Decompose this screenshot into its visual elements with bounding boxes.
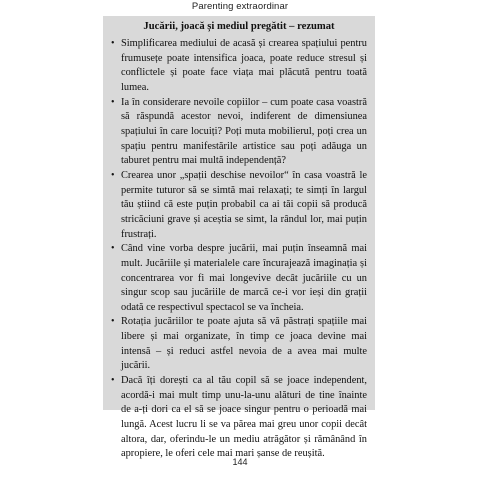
list-item — [111, 37, 367, 96]
bullet-dot-icon: • — [111, 96, 115, 108]
bullet-dot-icon: • — [111, 316, 115, 328]
list-item-text: Dacă îți dorești ca al tău copil să se joace independent, acordă-i mai mult timp unu-la-unu alături de tine înainte de a-ți dori ca el să se joace singur pentru o perioadă mai lungă. Acest lucru li se va părea mai greu unor copii decât altora, dar, oferindu-le un mediu atrăgător și rămânând în apropiere, le oferi cele mai mari șanse de reușită. — [121, 375, 367, 460]
bullet-dot-icon: • — [111, 169, 115, 181]
list-item — [111, 315, 367, 374]
list-item-text: Crearea unor „spații deschise nevoilor“ în casa voastră le permite tuturor să se simtă mai relaxați; te simți în largul tău știind că este puțin probabil ca ai tăi copii să producă stricăciuni grave și aceștia se simt, la rândul lor, mai puțin frustrați. — [121, 169, 367, 240]
bullet-dot-icon: • — [111, 243, 115, 255]
summary-title: Jucării, joacă și mediul pregătit – rezumat — [143, 21, 335, 32]
list-item — [111, 374, 367, 462]
summary-list — [111, 37, 367, 462]
list-item — [111, 242, 367, 315]
running-header: Parenting extraordinar — [191, 1, 289, 12]
list-item-text: Rotația jucăriilor te poate ajuta să vă păstrați spațiile mai libere și mai organizate, în timp ce joaca devine mai intensă – și reduci astfel nevoia de a avea mai multe jucării. — [121, 316, 367, 372]
page-number: 144 — [232, 457, 248, 467]
list-item-text: Simplificarea mediului de acasă și crearea spațiului pentru frumusețe poate intensifica joaca, poate reduce stresul și conflictele și poate face viața mai plăcută pentru toată lumea. — [121, 38, 367, 93]
list-item-text: Ia în considerare nevoile copiilor – cum poate casa voastră să răspundă acestor nevoi, indiferent de dimensiunea spațiului în care locuiți? Poți muta mobilierul, poți crea un spațiu pentru manifestările artistice sau poți adăuga un taburet pentru mai multă independență? — [121, 96, 367, 167]
list-item-text: Când vine vorba despre jucării, mai puțin înseamnă mai mult. Jucăriile și materialele care încurajează imaginația și concentrarea vor fi mai longevive decât jucăriile cu un singur scop sau jucăriile de marcă ce-i vor ieși din grații odată ce respectivul spectacol se va încheia. — [121, 243, 367, 313]
bullet-dot-icon: • — [111, 38, 115, 49]
list-item — [111, 96, 367, 169]
list-item — [111, 169, 367, 242]
bullet-dot-icon: • — [111, 375, 115, 387]
summary-box — [103, 16, 375, 460]
